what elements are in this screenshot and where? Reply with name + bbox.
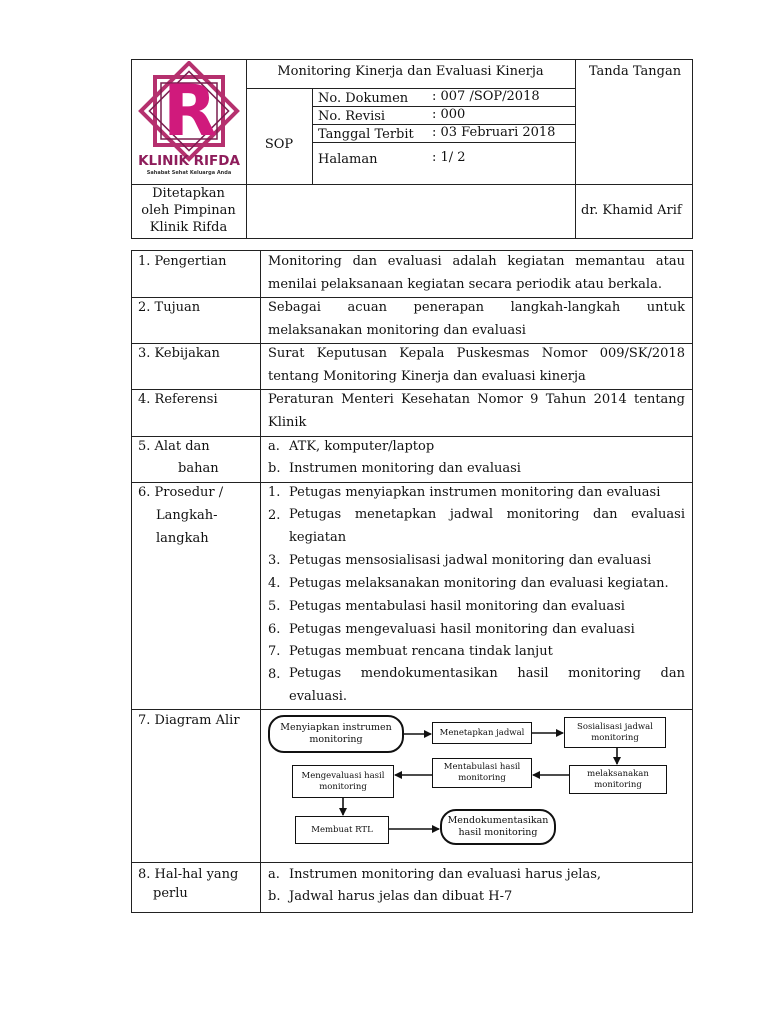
meta-label-page: Halaman (318, 152, 378, 167)
section-label-diagram: 7. Diagram Alir (138, 713, 240, 728)
meta-value-date: : 03 Februari 2018 (432, 125, 556, 140)
list-marker: a. (268, 439, 280, 454)
step-marker: 2. (268, 508, 281, 523)
section-label-hal-1: 8. Hal-hal yang (138, 867, 239, 882)
section-label-pengertian: 1. Pengertian (138, 254, 227, 269)
flow-node-prepare-instrument: Menyiapkan instrumen monitoring (268, 715, 404, 753)
list-item: ATK, komputer/laptop (289, 439, 435, 454)
step-marker: 6. (268, 622, 281, 637)
established-line-2: oleh Pimpinan (141, 203, 236, 218)
step-item: Petugas mentabulasi hasil monitoring dan evaluasi (289, 599, 625, 614)
step-marker: 7. (268, 644, 281, 659)
list-marker: a. (268, 867, 280, 882)
section-label-tujuan: 2. Tujuan (138, 300, 201, 315)
step-marker: 8. (268, 667, 281, 682)
section-label-alat-2: bahan (178, 461, 219, 476)
list-marker: b. (268, 461, 281, 476)
section-text-tujuan: Sebagai acuan penerapan langkah-langkah untuk melaksanakan monitoring dan evaluasi (268, 300, 685, 338)
step-item: Petugas membuat rencana tindak lanjut (289, 644, 553, 659)
list-item: Instrumen monitoring dan evaluasi harus jelas, (289, 867, 602, 882)
meta-label-rev: No. Revisi (318, 109, 386, 124)
section-label-prosedur-1: 6. Prosedur / (138, 485, 224, 500)
section-label-prosedur-3: langkah (156, 531, 209, 546)
flow-node-set-schedule: Menetapkan jadwal (432, 722, 532, 744)
meta-value-doc: : 007 /SOP/2018 (432, 89, 540, 104)
section-label-alat-1: 5. Alat dan (138, 439, 210, 454)
step-item: Petugas menetapkan jadwal monitoring dan evaluasi kegiatan (289, 507, 685, 545)
logo-name: KLINIK RIFDA (138, 153, 240, 169)
flow-node-socialize-schedule: Sosialisasi jadwal monitoring (564, 717, 666, 748)
signer-name: dr. Khamid Arif (581, 203, 682, 218)
list-item: Instrumen monitoring dan evaluasi (289, 461, 521, 476)
flow-node-make-rtl: Membuat RTL (295, 816, 389, 844)
step-item: Petugas mendokumentasikan hasil monitoring dan evaluasi. (289, 666, 685, 704)
meta-value-rev: : 000 (432, 107, 466, 122)
established-line-3: Klinik Rifda (149, 220, 228, 235)
step-item: Petugas melaksanakan monitoring dan evaluasi kegiatan. (289, 576, 669, 591)
logo-letter: R (163, 70, 217, 152)
step-item: Petugas menyiapkan instrumen monitoring dan evaluasi (289, 485, 661, 500)
step-marker: 1. (268, 485, 281, 500)
section-label-prosedur-2: Langkah- (156, 508, 218, 523)
step-marker: 4. (268, 576, 281, 591)
meta-label-doc: No. Dokumen (318, 91, 409, 106)
signature-label: Tanda Tangan (588, 64, 682, 79)
list-item: Jadwal harus jelas dan dibuat H-7 (289, 889, 513, 904)
flow-node-tabulate-results: Mentabulasi hasil monitoring (432, 758, 532, 788)
section-label-referensi: 4. Referensi (138, 392, 218, 407)
flow-node-document-results: Mendokumentasikan hasil monitoring (440, 809, 556, 845)
step-marker: 3. (268, 553, 281, 568)
established-line-1: Ditetapkan (152, 186, 225, 201)
logo-tagline: Sahabat Sehat Keluarga Anda (146, 170, 232, 176)
meta-label-date: Tanggal Terbit (318, 127, 414, 142)
meta-value-page: : 1/ 2 (432, 150, 466, 165)
flow-node-evaluate-results: Mengevaluasi hasil monitoring (292, 765, 394, 798)
list-marker: b. (268, 889, 281, 904)
section-label-kebijakan: 3. Kebijakan (138, 346, 220, 361)
section-label-hal-2: perlu (153, 886, 188, 901)
step-item: Petugas mengevaluasi hasil monitoring dan evaluasi (289, 622, 635, 637)
sop-label: SOP (264, 137, 294, 152)
section-text-referensi: Peraturan Menteri Kesehatan Nomor 9 Tahun 2014 tentang Klinik (268, 392, 685, 430)
document-title: Monitoring Kinerja dan Evaluasi Kinerja (277, 64, 544, 79)
step-item: Petugas mensosialisasi jadwal monitoring dan evaluasi (289, 553, 652, 568)
section-text-kebijakan: Surat Keputusan Kepala Puskesmas Nomor 009/SK/2018 tentang Monitoring Kinerja dan evaluasi kinerja (268, 346, 685, 384)
flow-node-execute-monitoring: melaksanakan monitoring (569, 765, 667, 794)
section-text-pengertian: Monitoring dan evaluasi adalah kegiatan memantau atau menilai pelaksanaan kegiatan secara periodik atau berkala. (268, 254, 685, 292)
step-marker: 5. (268, 599, 281, 614)
